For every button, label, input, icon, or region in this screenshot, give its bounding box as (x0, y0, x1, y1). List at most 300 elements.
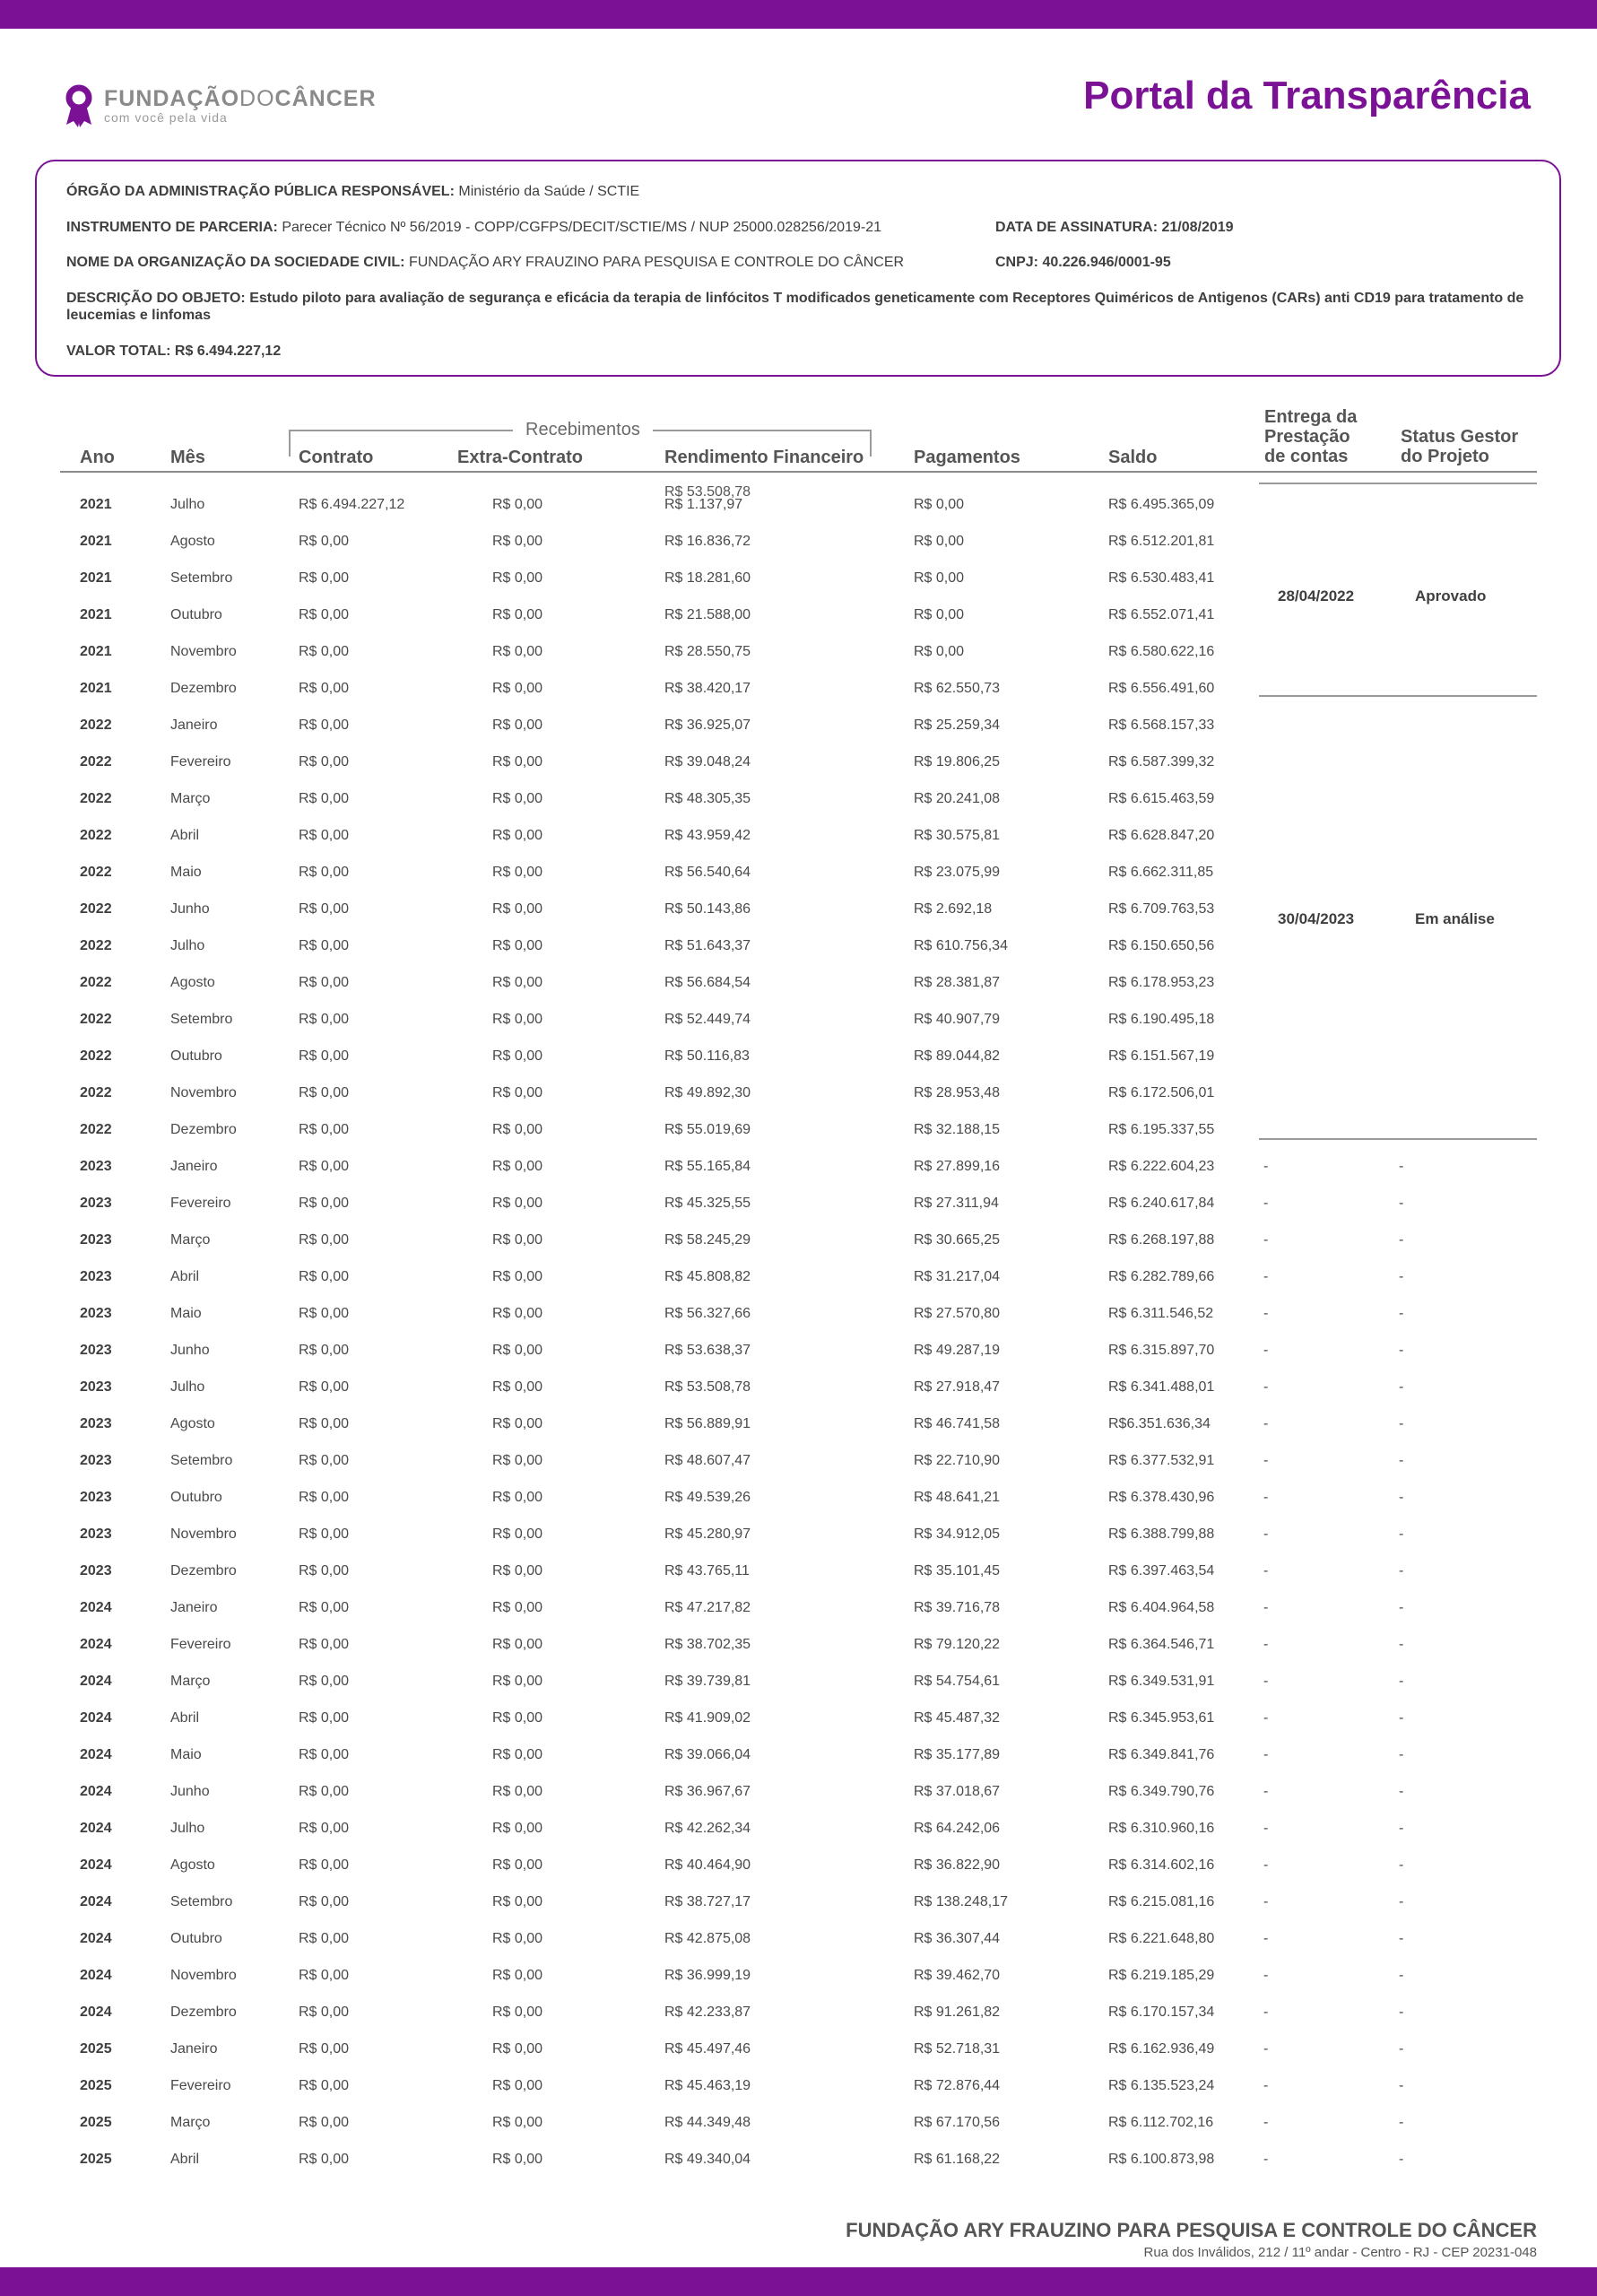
cell-pagamentos: R$ 62.550,73 (914, 681, 1001, 696)
cell-pagamentos: R$ 72.876,44 (914, 2078, 1001, 2093)
cell-extra: R$ 0,00 (492, 1306, 543, 1321)
table-row (0, 1995, 1597, 2031)
cell-extra: R$ 0,00 (492, 1563, 543, 1578)
cell-extra: R$ 0,00 (492, 497, 543, 512)
cell-status: - (1399, 1563, 1404, 1578)
info-orgao (66, 184, 639, 200)
cell-ano: 2023 (80, 1490, 112, 1505)
cell-status: - (1399, 1968, 1404, 1983)
cell-status: - (1399, 1931, 1404, 1946)
cell-pagamentos: R$ 0,00 (914, 570, 965, 586)
cell-ano: 2022 (80, 754, 112, 770)
cell-rendimento: R$ 50.143,86 (664, 901, 751, 917)
table-row (0, 1406, 1597, 1443)
cell-status: - (1399, 1269, 1404, 1284)
cell-status: - (1399, 1232, 1404, 1248)
cell-extra: R$ 0,00 (492, 2041, 543, 2057)
cell-mes: Agosto (170, 1857, 215, 1873)
cell-extra: R$ 0,00 (492, 2115, 543, 2130)
cell-entrega: - (1263, 1159, 1269, 1174)
cell-saldo: R$ 6.378.430,96 (1108, 1490, 1215, 1505)
cell-saldo: R$ 6.190.495,18 (1108, 1012, 1215, 1027)
cell-mes: Abril (170, 1269, 200, 1284)
cell-saldo: R$ 6.219.185,29 (1108, 1968, 1215, 1983)
cell-entrega: - (1263, 2115, 1269, 2130)
cell-ano: 2022 (80, 718, 112, 733)
cell-saldo: R$ 6.364.546,71 (1108, 1637, 1215, 1652)
cell-status: - (1399, 1526, 1404, 1542)
cell-ano: 2024 (80, 1747, 112, 1762)
cell-rendimento: R$ 16.836,72 (664, 534, 751, 549)
cell-extra: R$ 0,00 (492, 1931, 543, 1946)
cell-contrato: R$ 0,00 (299, 938, 350, 953)
cell-rendimento: R$ 36.999,19 (664, 1968, 751, 1983)
cell-entrega: - (1263, 1600, 1269, 1615)
cell-ano: 2023 (80, 1232, 112, 1248)
table-row (0, 487, 1597, 524)
cell-status: - (1399, 1159, 1404, 1174)
cell-extra: R$ 0,00 (492, 901, 543, 917)
cell-saldo: R$ 6.268.197,88 (1108, 1232, 1215, 1248)
cell-contrato: R$ 0,00 (299, 1747, 350, 1762)
cell-pagamentos: R$ 39.462,70 (914, 1968, 1001, 1983)
cell-pagamentos: R$ 23.075,99 (914, 865, 1001, 880)
cell-status: - (1399, 2041, 1404, 2057)
cell-rendimento: R$ 55.165,84 (664, 1159, 751, 1174)
cell-mes: Dezembro (170, 681, 237, 696)
cell-rendimento: R$ 42.875,08 (664, 1931, 751, 1946)
cell-contrato: R$ 0,00 (299, 975, 350, 990)
cell-entrega: - (1263, 1710, 1269, 1726)
footer-address: Rua dos Inválidos, 212 / 11º andar - Centro - RJ - CEP 20231-048 (1143, 2245, 1537, 2260)
cell-mes: Novembro (170, 1526, 237, 1542)
cell-extra: R$ 0,00 (492, 1968, 543, 1983)
cell-extra: R$ 0,00 (492, 865, 543, 880)
cell-ano: 2021 (80, 644, 112, 659)
cell-mes: Novembro (170, 1968, 237, 1983)
table-row (0, 1443, 1597, 1480)
cell-extra: R$ 0,00 (492, 1085, 543, 1100)
cell-contrato: R$ 0,00 (299, 681, 350, 696)
cell-mes: Janeiro (170, 1600, 218, 1615)
table-row (0, 2142, 1597, 2179)
cell-mes: Setembro (170, 1894, 233, 1909)
cell-contrato: R$ 0,00 (299, 1159, 350, 1174)
descricao-value: Estudo piloto para avaliação de segurança e eficácia da terapia de linfócitos T modificados geneticamente com Receptores Quiméricos de Antigenos (CARs) anti CD19 para tratamento de leucemias e linfomas (66, 291, 1524, 323)
cell-ano: 2023 (80, 1526, 112, 1542)
cell-extra: R$ 0,00 (492, 975, 543, 990)
cell-entrega: - (1263, 2005, 1269, 2020)
cell-rendimento: R$ 43.959,42 (664, 828, 751, 843)
cell-ano: 2024 (80, 2005, 112, 2020)
cell-saldo: R$ 6.170.157,34 (1108, 2005, 1215, 2020)
cell-extra: R$ 0,00 (492, 1637, 543, 1652)
cell-ano: 2022 (80, 938, 112, 953)
cell-contrato: R$ 0,00 (299, 2078, 350, 2093)
table-row (0, 1333, 1597, 1370)
cell-pagamentos: R$ 28.953,48 (914, 1085, 1001, 1100)
cell-saldo: R$ 6.282.789,66 (1108, 1269, 1215, 1284)
cell-pagamentos: R$ 52.718,31 (914, 2041, 1001, 2057)
cell-pagamentos: R$ 138.248,17 (914, 1894, 1008, 1909)
cell-pagamentos: R$ 40.907,79 (914, 1012, 1001, 1027)
cell-extra: R$ 0,00 (492, 1857, 543, 1873)
table-row (0, 1958, 1597, 1995)
table-row (0, 1737, 1597, 1774)
cell-extra: R$ 0,00 (492, 607, 543, 622)
cnpj-label: CNPJ: (995, 255, 1039, 270)
cell-ano: 2021 (80, 497, 112, 512)
cell-ano: 2022 (80, 975, 112, 990)
cell-ano: 2021 (80, 534, 112, 549)
table-row (0, 671, 1597, 708)
cell-mes: Junho (170, 1784, 210, 1799)
cell-extra: R$ 0,00 (492, 534, 543, 549)
cell-rendimento: R$ 49.892,30 (664, 1085, 751, 1100)
cell-contrato: R$ 0,00 (299, 1343, 350, 1358)
cell-ano: 2022 (80, 828, 112, 843)
cell-rendimento: R$ 38.727,17 (664, 1894, 751, 1909)
cell-mes: Fevereiro (170, 1196, 231, 1211)
cell-saldo: R$ 6.341.488,01 (1108, 1379, 1215, 1395)
cell-rendimento: R$ 49.340,04 (664, 2152, 751, 2167)
cell-rendimento: R$ 40.464,90 (664, 1857, 751, 1873)
valor-value: R$ 6.494.227,12 (174, 344, 282, 359)
cell-status: - (1399, 1894, 1404, 1909)
cell-pagamentos: R$ 27.570,80 (914, 1306, 1001, 1321)
table-row (0, 891, 1597, 928)
footer-org-name: FUNDAÇÃO ARY FRAUZINO PARA PESQUISA E CONTROLE DO CÂNCER (846, 2219, 1537, 2241)
descricao-label: DESCRIÇÃO DO OBJETO: (66, 291, 246, 306)
cell-rendimento: R$ 42.262,34 (664, 1821, 751, 1836)
cell-entrega: - (1263, 2078, 1269, 2093)
cell-status: - (1399, 1379, 1404, 1395)
col-header-pagamentos: Pagamentos (914, 448, 1020, 467)
instrumento-label: INSTRUMENTO DE PARCERIA: (66, 220, 278, 235)
cell-pagamentos: R$ 39.716,78 (914, 1600, 1001, 1615)
info-descricao (66, 290, 1532, 324)
col-header-extra: Extra-Contrato (457, 448, 584, 467)
cell-mes: Outubro (170, 1048, 222, 1064)
cell-mes: Março (170, 1674, 211, 1689)
cell-pagamentos: R$ 48.641,21 (914, 1490, 1001, 1505)
table-row (0, 1884, 1597, 1921)
table-row (0, 634, 1597, 671)
cell-pagamentos: R$ 61.168,22 (914, 2152, 1001, 2167)
cell-contrato: R$ 0,00 (299, 1821, 350, 1836)
cell-saldo: R$ 6.314.602,16 (1108, 1857, 1215, 1873)
cell-pagamentos: R$ 49.287,19 (914, 1343, 1001, 1358)
cell-entrega: - (1263, 1343, 1269, 1358)
cell-ano: 2023 (80, 1416, 112, 1431)
cell-entrega: - (1263, 1968, 1269, 1983)
cell-mes: Setembro (170, 1453, 233, 1468)
cell-pagamentos: R$ 45.487,32 (914, 1710, 1001, 1726)
cell-ano: 2024 (80, 1784, 112, 1799)
table-row (0, 597, 1597, 634)
orgao-value: Ministério da Saúde / SCTIE (458, 184, 640, 199)
cell-extra: R$ 0,00 (492, 2005, 543, 2020)
cell-mes: Março (170, 1232, 211, 1248)
cell-mes: Junho (170, 1343, 210, 1358)
cell-extra: R$ 0,00 (492, 1048, 543, 1064)
cell-status: - (1399, 1306, 1404, 1321)
cell-extra: R$ 0,00 (492, 644, 543, 659)
table-row (0, 1075, 1597, 1112)
cell-entrega: - (1263, 1637, 1269, 1652)
cell-contrato: R$ 0,00 (299, 2005, 350, 2020)
cell-saldo: R$ 6.628.847,20 (1108, 828, 1215, 843)
cell-contrato: R$ 0,00 (299, 607, 350, 622)
logo-word-1: FUNDAÇÃO (104, 86, 240, 111)
cell-saldo: R$ 6.178.953,23 (1108, 975, 1215, 990)
cell-saldo: R$ 6.151.567,19 (1108, 1048, 1215, 1064)
cell-rendimento: R$ 43.765,11 (664, 1563, 750, 1578)
cell-contrato: R$ 0,00 (299, 1894, 350, 1909)
cell-rendimento: R$ 36.925,07 (664, 718, 751, 733)
info-cnpj (995, 255, 1171, 271)
cell-entrega: - (1263, 1747, 1269, 1762)
cell-contrato: R$ 0,00 (299, 1306, 350, 1321)
cell-status: - (1399, 1710, 1404, 1726)
cell-status: - (1399, 2005, 1404, 2020)
cell-mes: Janeiro (170, 2041, 218, 2057)
cell-entrega: - (1263, 1821, 1269, 1836)
cell-status: - (1399, 2115, 1404, 2130)
valor-label: VALOR TOTAL: (66, 344, 171, 359)
cell-saldo: R$ 6.404.964,58 (1108, 1600, 1215, 1615)
cell-mes: Novembro (170, 1085, 237, 1100)
table-row (0, 1921, 1597, 1958)
cell-extra: R$ 0,00 (492, 2152, 543, 2167)
cell-ano: 2022 (80, 1048, 112, 1064)
cell-ano: 2023 (80, 1563, 112, 1578)
cell-saldo: R$ 6.580.622,16 (1108, 644, 1215, 659)
table-row (0, 561, 1597, 597)
cell-saldo: R$ 6.135.523,24 (1108, 2078, 1215, 2093)
cell-extra: R$ 0,00 (492, 1894, 543, 1909)
cell-status: - (1399, 1821, 1404, 1836)
col-header-rendimento: Rendimento Financeiro (664, 448, 864, 467)
cell-pagamentos: R$ 0,00 (914, 497, 965, 512)
cell-mes: Maio (170, 1747, 202, 1762)
cell-pagamentos: R$ 30.575,81 (914, 828, 1001, 843)
cell-pagamentos: R$ 27.311,94 (914, 1196, 999, 1211)
cell-pagamentos: R$ 20.241,08 (914, 791, 1001, 806)
cell-contrato: R$ 0,00 (299, 828, 350, 843)
cell-contrato: R$ 0,00 (299, 1710, 350, 1726)
table-row (0, 2068, 1597, 2105)
cell-rendimento: R$ 38.702,35 (664, 1637, 751, 1652)
cell-mes: Agosto (170, 1416, 215, 1431)
table-row (0, 1112, 1597, 1149)
cell-rendimento: R$ 36.967,67 (664, 1784, 751, 1799)
cell-rendimento: R$ 39.048,24 (664, 754, 751, 770)
cell-saldo: R$ 6.495.365,09 (1108, 497, 1215, 512)
cell-extra: R$ 0,00 (492, 1343, 543, 1358)
cell-saldo: R$ 6.615.463,59 (1108, 791, 1215, 806)
cell-saldo: R$ 6.112.702,16 (1108, 2115, 1214, 2130)
table-row (0, 1700, 1597, 1737)
table-row (0, 1664, 1597, 1700)
cell-saldo: R$ 6.221.648,80 (1108, 1931, 1215, 1946)
assinatura-label: DATA DE ASSINATURA: (995, 220, 1159, 235)
cell-ano: 2024 (80, 1857, 112, 1873)
cell-status: - (1399, 1453, 1404, 1468)
cell-rendimento: R$ 38.420,17 (664, 681, 751, 696)
cell-extra: R$ 0,00 (492, 718, 543, 733)
table-row (0, 1149, 1597, 1186)
cell-status: - (1399, 1196, 1404, 1211)
cell-pagamentos: R$ 0,00 (914, 607, 965, 622)
cell-mes: Março (170, 791, 211, 806)
entrega-2021: 28/04/2022 (1278, 587, 1355, 604)
cell-extra: R$ 0,00 (492, 754, 543, 770)
cell-mes: Janeiro (170, 1159, 218, 1174)
col-header-ano: Ano (80, 448, 115, 467)
cell-ano: 2023 (80, 1159, 112, 1174)
cell-ano: 2024 (80, 1710, 112, 1726)
cell-entrega: - (1263, 2041, 1269, 2057)
cell-rendimento: R$ 28.550,75 (664, 644, 751, 659)
table-row (0, 2105, 1597, 2142)
cell-saldo: R$ 6.162.936,49 (1108, 2041, 1215, 2057)
cell-mes: Abril (170, 2152, 200, 2167)
cell-contrato: R$ 0,00 (299, 865, 350, 880)
cell-extra: R$ 0,00 (492, 1784, 543, 1799)
cell-rendimento: R$ 56.540,64 (664, 865, 751, 880)
cell-mes: Novembro (170, 644, 237, 659)
cell-contrato: R$ 0,00 (299, 718, 350, 733)
cell-mes: Abril (170, 828, 200, 843)
cell-entrega: - (1263, 1931, 1269, 1946)
col-header-entrega: Entrega da Prestação de contas (1264, 407, 1358, 466)
cell-status: - (1399, 1637, 1404, 1652)
cell-ano: 2021 (80, 570, 112, 586)
table-row (0, 1774, 1597, 1811)
info-organizacao (66, 255, 904, 271)
cell-status: - (1399, 1674, 1404, 1689)
cell-ano: 2024 (80, 1821, 112, 1836)
cell-saldo: R$ 6.172.506,01 (1108, 1085, 1215, 1100)
cell-extra: R$ 0,00 (492, 1453, 543, 1468)
cell-entrega: - (1263, 1857, 1269, 1873)
cell-extra: R$ 0,00 (492, 1600, 543, 1615)
table-row (0, 855, 1597, 891)
cell-pagamentos: R$ 19.806,25 (914, 754, 1001, 770)
info-box (35, 160, 1561, 377)
top-accent-bar (0, 0, 1597, 29)
cell-contrato: R$ 0,00 (299, 1857, 350, 1873)
cell-saldo: R$ 6.388.799,88 (1108, 1526, 1215, 1542)
cell-rendimento: R$ 56.889,91 (664, 1416, 751, 1431)
table-row (0, 1296, 1597, 1333)
cell-rendimento: R$ 45.497,46 (664, 2041, 751, 2057)
cell-saldo: R$ 6.240.617,84 (1108, 1196, 1215, 1211)
cell-pagamentos: R$ 89.044,82 (914, 1048, 1001, 1064)
cell-entrega: - (1263, 1674, 1269, 1689)
info-instrumento (66, 220, 881, 236)
table-row (0, 1627, 1597, 1664)
cell-extra: R$ 0,00 (492, 1526, 543, 1542)
logo-word-2: DO (239, 86, 275, 111)
cell-extra: R$ 0,00 (492, 1269, 543, 1284)
cell-status: - (1399, 1343, 1404, 1358)
cell-entrega: - (1263, 1784, 1269, 1799)
cell-extra: R$ 0,00 (492, 1821, 543, 1836)
cell-extra: R$ 0,00 (492, 1012, 543, 1027)
cell-saldo: R$ 6.512.201,81 (1108, 534, 1215, 549)
cell-saldo: R$ 6.349.790,76 (1108, 1784, 1215, 1799)
cell-saldo: R$ 6.709.763,53 (1108, 901, 1215, 917)
cell-status: - (1399, 1600, 1404, 1615)
cell-rendimento: R$ 45.325,55 (664, 1196, 751, 1211)
table-row (0, 1811, 1597, 1848)
cell-pagamentos: R$ 46.741,58 (914, 1416, 1001, 1431)
cell-mes: Julho (170, 497, 205, 512)
cell-saldo: R$6.351.636,34 (1108, 1416, 1211, 1431)
cell-ano: 2023 (80, 1379, 112, 1395)
cell-mes: Outubro (170, 607, 222, 622)
cell-mes: Maio (170, 865, 202, 880)
recebimentos-label: Recebimentos (513, 420, 653, 440)
table-row (0, 1848, 1597, 1884)
cell-ano: 2021 (80, 607, 112, 622)
cell-pagamentos: R$ 32.188,15 (914, 1122, 1001, 1137)
cell-extra: R$ 0,00 (492, 1232, 543, 1248)
logo-tagline: com você pela vida (104, 110, 228, 125)
cell-pagamentos: R$ 35.101,45 (914, 1563, 1001, 1578)
table-row (0, 708, 1597, 744)
cell-saldo: R$ 6.349.841,76 (1108, 1747, 1215, 1762)
cell-contrato: R$ 0,00 (299, 2041, 350, 2057)
cell-rendimento: R$ 50.116,83 (664, 1048, 750, 1064)
col-header-saldo: Saldo (1108, 448, 1158, 467)
cell-saldo: R$ 6.195.337,55 (1108, 1122, 1215, 1137)
cell-rendimento: R$ 55.019,69 (664, 1122, 751, 1137)
cell-mes: Fevereiro (170, 1637, 231, 1652)
cell-status: - (1399, 1490, 1404, 1505)
cell-ano: 2023 (80, 1453, 112, 1468)
cell-mes: Setembro (170, 570, 233, 586)
cell-pagamentos: R$ 2.692,18 (914, 901, 993, 917)
cell-contrato: R$ 0,00 (299, 534, 350, 549)
cell-extra: R$ 0,00 (492, 1674, 543, 1689)
cell-saldo: R$ 6.587.399,32 (1108, 754, 1215, 770)
cell-pagamentos: R$ 28.381,87 (914, 975, 1001, 990)
cell-contrato: R$ 0,00 (299, 570, 350, 586)
cell-pagamentos: R$ 22.710,90 (914, 1453, 1001, 1468)
cell-extra: R$ 0,00 (492, 1710, 543, 1726)
cell-ano: 2023 (80, 1269, 112, 1284)
cell-contrato: R$ 0,00 (299, 1232, 350, 1248)
cell-extra: R$ 0,00 (492, 1159, 543, 1174)
table-row (0, 1553, 1597, 1590)
cell-contrato: R$ 0,00 (299, 791, 350, 806)
cell-pagamentos: R$ 54.754,61 (914, 1674, 1001, 1689)
cell-mes: Janeiro (170, 718, 218, 733)
cell-saldo: R$ 6.397.463,54 (1108, 1563, 1215, 1578)
cell-rendimento: R$ 51.643,37 (664, 938, 751, 953)
cell-ano: 2022 (80, 865, 112, 880)
cell-rendimento: R$ 21.588,00 (664, 607, 751, 622)
cell-entrega: - (1263, 1379, 1269, 1395)
cell-saldo: R$ 6.377.532,91 (1108, 1453, 1215, 1468)
table-row (0, 818, 1597, 855)
cell-entrega: - (1263, 1196, 1269, 1211)
logo-word-3: CÂNCER (274, 86, 377, 111)
cell-pagamentos: R$ 34.912,05 (914, 1526, 1001, 1542)
